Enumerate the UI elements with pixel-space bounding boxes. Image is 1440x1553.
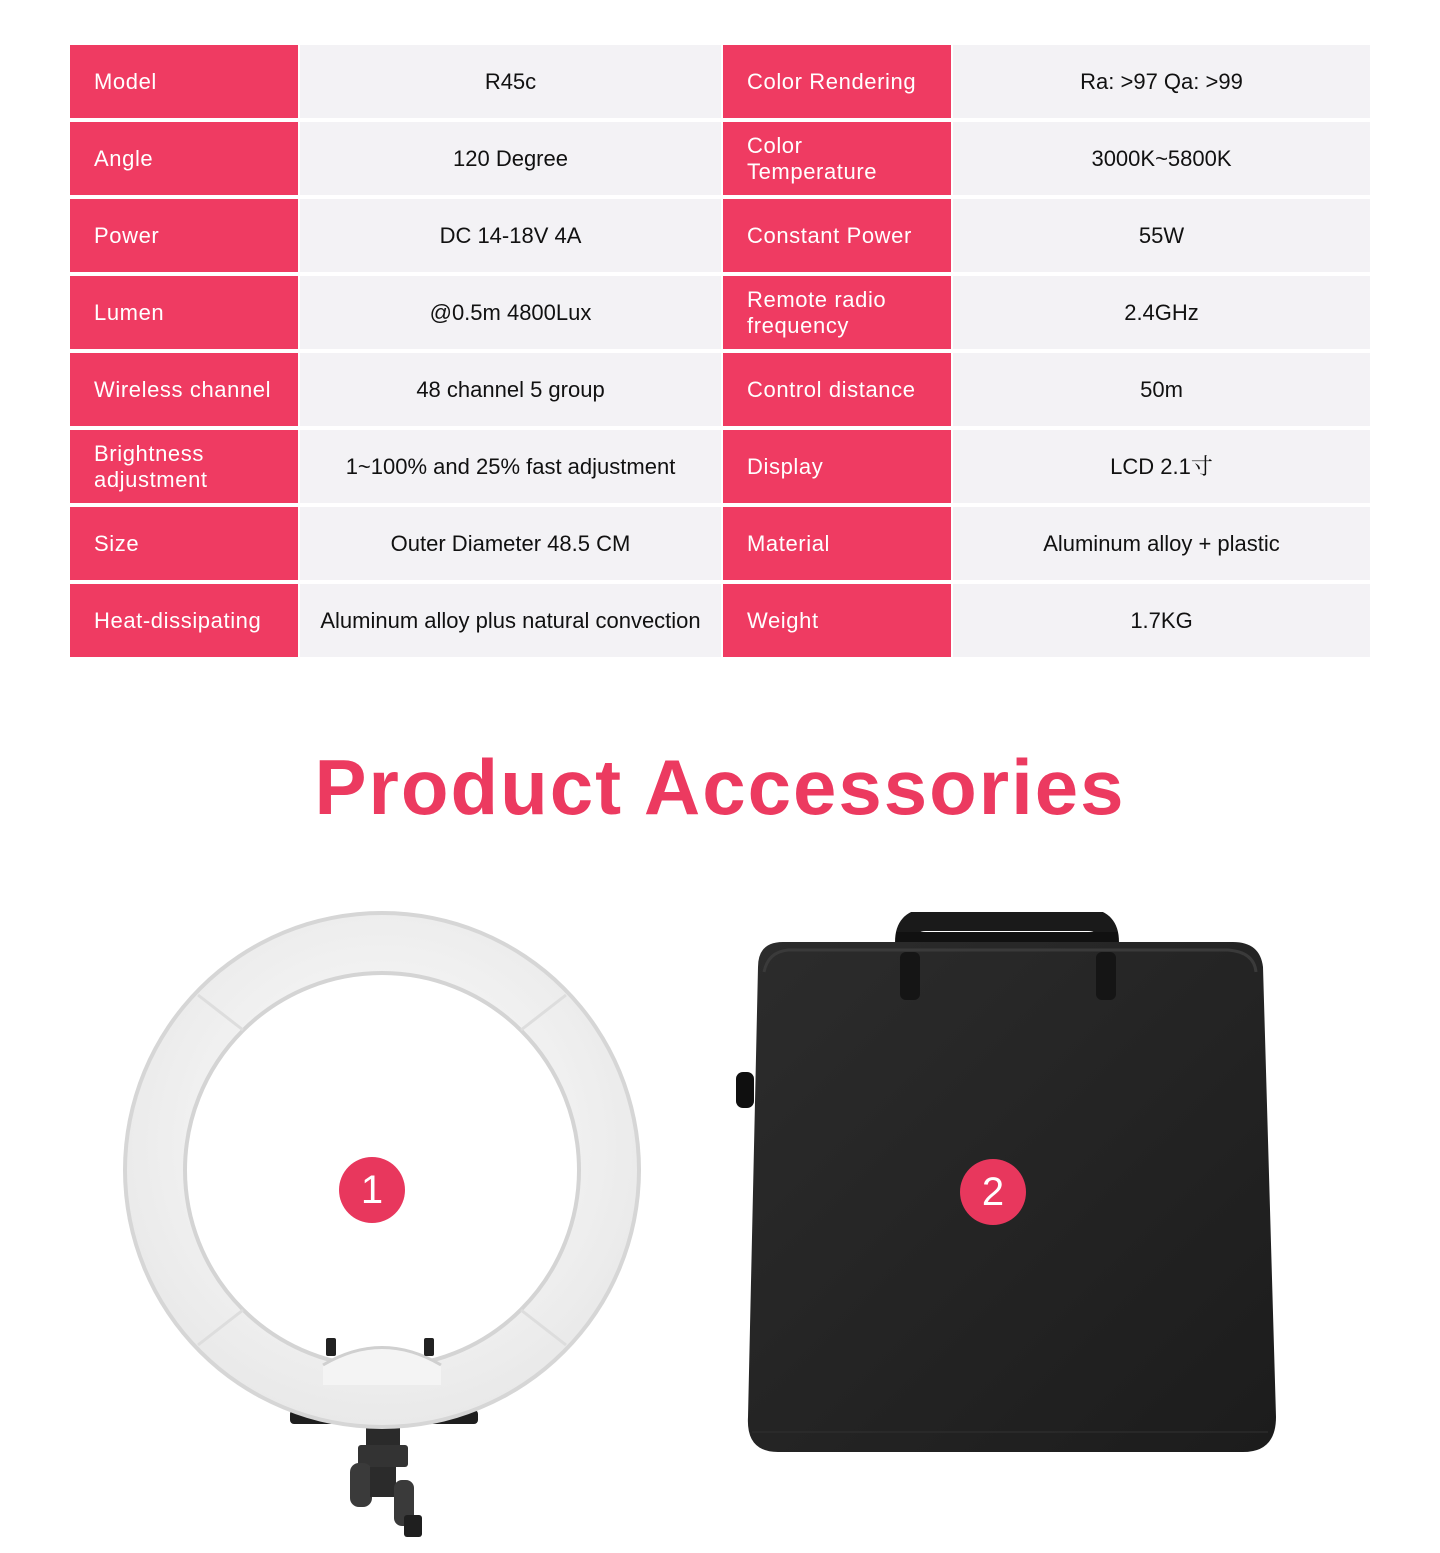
accessory-number-badge: 2 [960,1159,1026,1225]
spec-label: Color Temperature [723,122,951,195]
ring-light-icon [118,905,648,1545]
section-title: Product Accessories [314,743,1126,831]
spec-label: Control distance [723,353,951,426]
accessory-number-badge: 1 [339,1157,405,1223]
spec-value: 48 channel 5 group [300,353,721,426]
spec-label: Power [70,199,298,272]
spec-label: Color Rendering [723,45,951,118]
spec-value: R45c [300,45,721,118]
spec-value: @0.5m 4800Lux [300,276,721,349]
spec-label: Weight [723,584,951,657]
spec-value: 1~100% and 25% fast adjustment [300,430,721,503]
spec-label: Lumen [70,276,298,349]
spec-value: 120 Degree [300,122,721,195]
spec-value: 50m [953,353,1370,426]
spec-value: 3000K~5800K [953,122,1370,195]
spec-value: Aluminum alloy + plastic [953,507,1370,580]
spec-label: Display [723,430,951,503]
spec-label: Model [70,45,298,118]
spec-value: LCD 2.1寸 [953,430,1370,503]
spec-value: 55W [953,199,1370,272]
spec-label: Heat-dissipating [70,584,298,657]
spec-value: 2.4GHz [953,276,1370,349]
spec-label: Angle [70,122,298,195]
spec-label: Constant Power [723,199,951,272]
spec-label: Remote radio frequency [723,276,951,349]
spec-value: Outer Diameter 48.5 CM [300,507,721,580]
spec-value: Aluminum alloy plus natural convection [300,584,721,657]
spec-label: Material [723,507,951,580]
spec-value: 1.7KG [953,584,1370,657]
accessory-ring-light [118,905,648,1545]
accessory-carry-bag [728,912,1288,1472]
spec-label: Brightness adjustment [70,430,298,503]
spec-table [70,45,1370,657]
spec-label: Wireless channel [70,353,298,426]
spec-value: Ra: >97 Qa: >99 [953,45,1370,118]
spec-label: Size [70,507,298,580]
spec-value: DC 14-18V 4A [300,199,721,272]
